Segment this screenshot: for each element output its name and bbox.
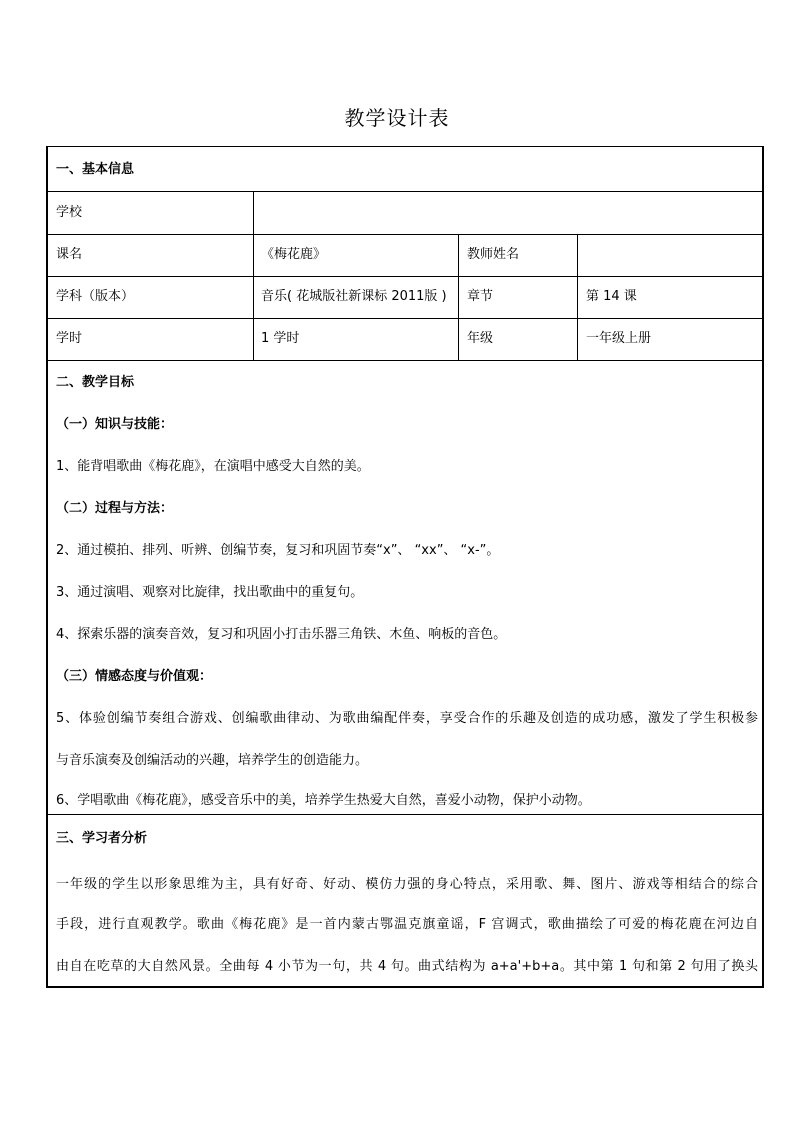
subheading-knowledge-skills: （一）知识与技能： xyxy=(56,417,174,432)
label-subject-edition: 学科（版本） xyxy=(56,289,135,304)
column-divider xyxy=(577,234,578,360)
subject-edition-value: 音乐( 花城版社新课标 2011版 ) xyxy=(261,289,447,304)
goal-item-3: 3、通过演唱、观察对比旋律，找出歌曲中的重复句。 xyxy=(56,585,364,600)
goal-item-5-line-1: 5、体验创编节奏组合游戏、创编歌曲律动、为歌曲编配伴奏，享受合作的乐趣及创造的成功感，激发了学生积极参 xyxy=(56,711,758,726)
label-course-name: 课名 xyxy=(56,247,83,262)
row-divider xyxy=(48,360,762,361)
goal-item-4: 4、探索乐器的演奏音效，复习和巩固小打击乐器三角铁、木鱼、响板的音色。 xyxy=(56,627,507,642)
subheading-process-methods: （二）过程与方法： xyxy=(56,501,174,516)
column-divider xyxy=(458,234,459,360)
row-divider xyxy=(48,814,762,815)
school-field[interactable] xyxy=(261,206,751,226)
label-teacher-name: 教师姓名 xyxy=(467,247,520,262)
goal-item-1: 1、能背唱歌曲《梅花鹿》，在演唱中感受大自然的美。 xyxy=(56,459,370,474)
course-name-value: 《梅花鹿》 xyxy=(261,247,327,262)
lesson-design-table xyxy=(46,146,764,988)
label-grade: 年级 xyxy=(467,331,494,346)
learner-analysis-line-1: 一年级的学生以形象思维为主，具有好奇、好动、模仿力强的身心特点，采用歌、舞、图片、游戏等相结合的综合 xyxy=(56,877,758,892)
label-school: 学校 xyxy=(56,205,83,220)
section-heading-basic-info: 一、基本信息 xyxy=(56,162,135,177)
row-divider xyxy=(48,318,762,319)
learner-analysis-line-3: 由自在吃草的大自然风景。全曲每 4 小节为一句，共 4 句。曲式结构为 a+a'+b+a。其中第 1 句和第 2 句用了换头 xyxy=(56,959,758,974)
section-heading-learner-analysis: 三、学习者分析 xyxy=(56,831,148,846)
learner-analysis-line-2: 手段，进行直观教学。歌曲《梅花鹿》是一首内蒙古鄂温克旗童谣，F 宫调式，歌曲描绘了可爱的梅花鹿在河边自 xyxy=(56,917,758,932)
label-chapter: 章节 xyxy=(467,289,494,304)
subheading-attitude-values: （三）情感态度与价值观： xyxy=(56,669,213,684)
row-divider xyxy=(48,234,762,235)
teacher-name-field[interactable] xyxy=(586,248,756,268)
goal-item-5-line-2: 与音乐演奏及创编活动的兴趣，培养学生的创造能力。 xyxy=(56,753,369,768)
goal-item-6: 6、学唱歌曲《梅花鹿》，感受音乐中的美，培养学生热爱大自然，喜爱小动物，保护小动物。 xyxy=(56,793,591,808)
column-divider xyxy=(253,191,254,360)
chapter-value: 第 14 课 xyxy=(586,289,637,304)
goal-item-2: 2、通过模拍、排列、听辨、创编节奏，复习和巩固节奏“x”、 “xx”、 “x-”。 xyxy=(56,543,500,558)
grade-value: 一年级上册 xyxy=(586,331,652,346)
section-heading-teaching-goals: 二、教学目标 xyxy=(56,375,135,390)
row-divider xyxy=(48,191,762,192)
row-divider xyxy=(48,276,762,277)
class-hours-value: 1 学时 xyxy=(261,331,300,346)
page-title: 教学设计表 xyxy=(344,106,450,130)
label-class-hours: 学时 xyxy=(56,331,83,346)
